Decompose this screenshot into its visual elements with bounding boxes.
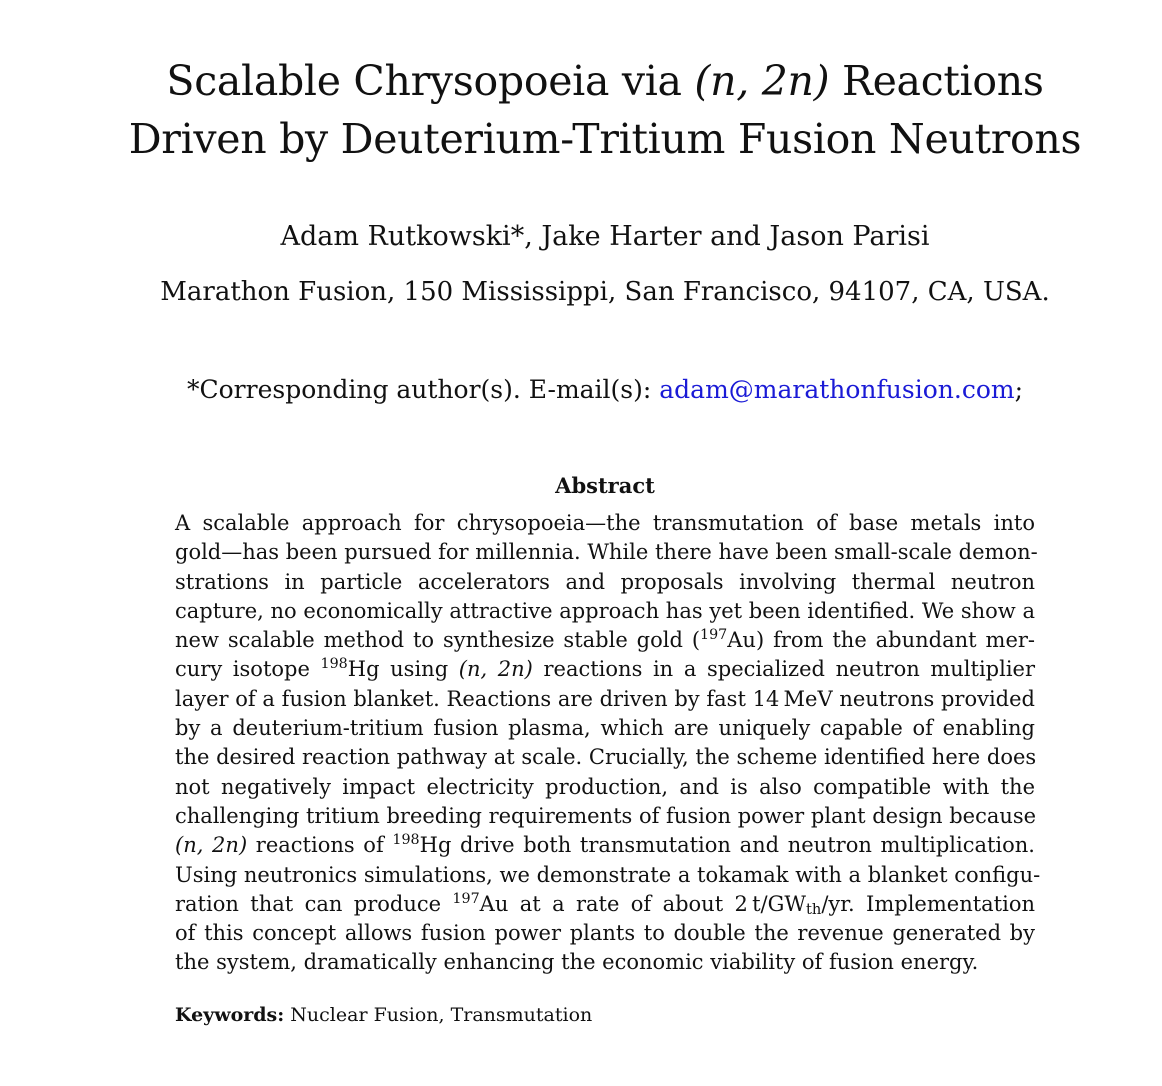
abstract-text: new scalable method to synthesize stable gold ( (175, 628, 701, 653)
abstract-text: reactions of (247, 833, 393, 858)
abstract-text: Hg using (347, 657, 459, 682)
abstract-line (175, 655, 1035, 684)
title-math: (n, 2n) (694, 57, 830, 105)
abstract-line: challenging tritium breeding requirements of fusion power plant design because (175, 803, 1037, 828)
abstract-body (175, 509, 1041, 978)
abstract-text: cury isotope (175, 657, 321, 682)
affiliation: Marathon Fusion, 150 Mississippi, San Francisco, 94107, CA, USA. (160, 277, 1050, 307)
isotope-superscript: 198 (320, 656, 348, 673)
abstract-line: the system, dramatically enhancing the economic viability of fusion energy. (175, 950, 979, 975)
abstract-text: /yr. Implementation (821, 891, 1035, 916)
email-link[interactable]: adam@marathonfusion.com (659, 375, 1015, 404)
author-list: Adam Rutkowski*, Jake Harter and Jason Parisi (280, 221, 930, 252)
title-text: Scalable Chrysopoeia via (166, 57, 695, 105)
corresponding-label: *Corresponding author(s). E-mail(s): (186, 375, 660, 404)
keywords-text: Nuclear Fusion, Transmutation (284, 1004, 593, 1026)
abstract-line (175, 831, 1035, 860)
abstract-line: gold—has been pursued for millennia. While there have been small-scale demon- (175, 540, 1038, 565)
abstract-line: capture, no economically attractive approach has yet been identified. We show a (175, 598, 1035, 623)
corresponding-suffix: ; (1014, 375, 1024, 404)
isotope-superscript: 198 (392, 832, 420, 849)
title-text: Reactions (829, 57, 1044, 105)
abstract-line (175, 890, 1035, 919)
abstract-text: Au) from the abundant mer- (727, 628, 1036, 653)
abstract-line: A scalable approach for chrysopoeia—the transmutation of base metals into (175, 511, 1035, 535)
abstract-line: the desired reaction pathway at scale. Crucially, the scheme identified here does (175, 745, 1037, 770)
title-line-2: Driven by Deuterium-Tritium Fusion Neutrons (128, 115, 1082, 163)
abstract-math: (n, 2n) (458, 657, 533, 682)
abstract-line: layer of a fusion blanket. Reactions are driven by fast 14 MeV neutrons provided (175, 686, 1035, 711)
abstract-line (175, 626, 1035, 655)
title-line-1 (120, 52, 1090, 110)
abstract-line: strations in particle accelerators and proposals involving thermal neutron (175, 569, 1035, 594)
keywords-label: Keywords: (175, 1004, 285, 1026)
isotope-superscript: 197 (452, 891, 480, 908)
abstract-text: Hg drive both transmutation and neutron multiplication. (419, 833, 1035, 858)
abstract-line: Using neutronics simulations, we demonstrate a tokamak with a blanket configu- (175, 862, 1041, 887)
abstract-line: not negatively impact electricity production, and is also compatible with the (175, 774, 1035, 799)
abstract-text: Au at a rate of about 2 t/GW (479, 891, 806, 916)
isotope-superscript: 197 (700, 627, 728, 644)
unit-subscript: th (805, 900, 822, 918)
abstract-text: reactions in a specialized neutron multiplier (532, 657, 1036, 682)
paper-title (120, 52, 1090, 168)
abstract-line: of this concept allows fusion power plants to double the revenue generated by (175, 921, 1035, 946)
corresponding-author (120, 373, 1090, 407)
abstract-heading: Abstract (555, 473, 655, 498)
abstract-math: (n, 2n) (175, 833, 248, 858)
abstract-line: by a deuterium-tritium fusion plasma, which are uniquely capable of enabling (175, 716, 1035, 741)
keywords (175, 1001, 1035, 1029)
abstract-text: ration that can produce (175, 891, 453, 916)
